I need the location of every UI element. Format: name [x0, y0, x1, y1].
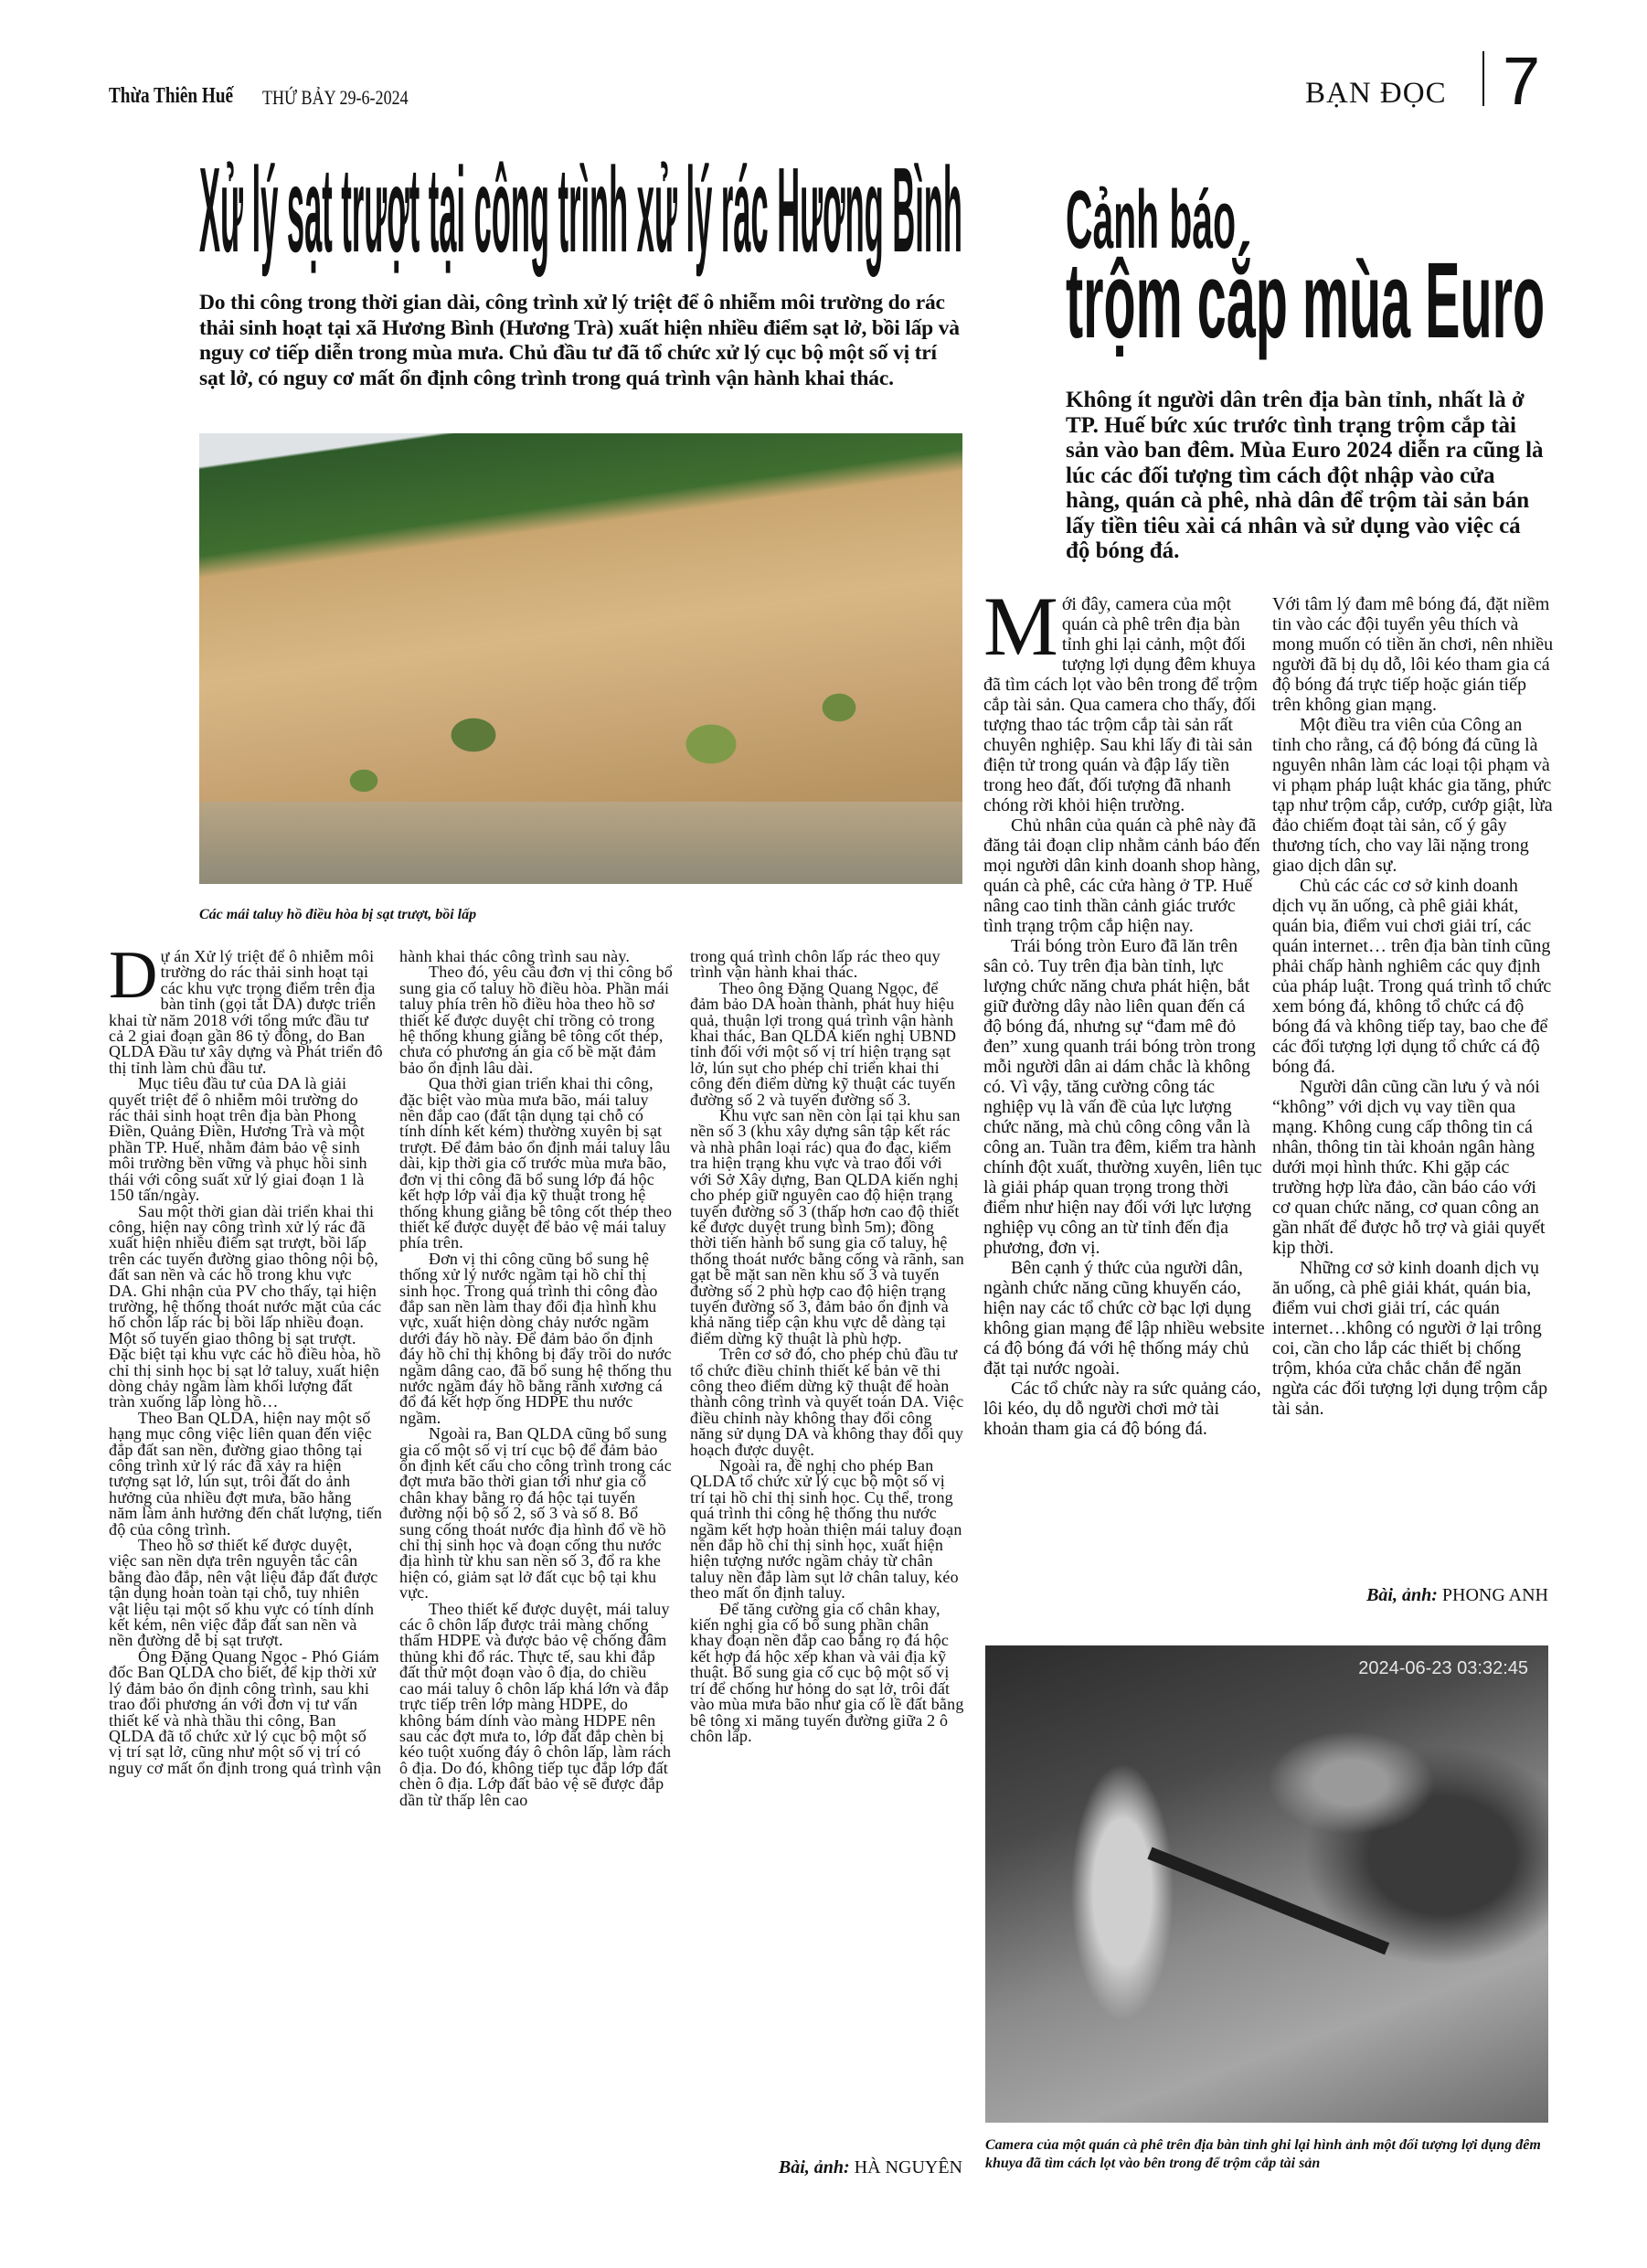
landslide-photo-caption: Các mái taluy hồ điều hòa bị sạt trượt, bồi lấp — [199, 907, 477, 922]
right-article-lead: Không ít người dân trên địa bàn tỉnh, nhất là ở TP. Huế bức xúc trước tình trạng trộm cắp tài sản vào ban đêm. Mùa Euro 2024 diễn ra cũng là lúc các đối tượng tìm cách đột nhập vào cửa hàng, quán cà phê, nhà dân để trộm tài sản bán lấy tiền tiêu xài cá nhân và sử dụng vào việc cá độ bóng đá. — [1066, 388, 1544, 563]
paragraph: Để tăng cường gia cố chân khay, kiến nghị gia cố bổ sung phần chân khay đoạn nền đắp cao bằng rọ đá hộc kết hợp đá hộc xếp khan và vải địa kỹ thuật. Bổ sung gia cố cục bộ một số vị trí để chống hư hỏng do sạt lở, trôi đất vào mùa mưa bão như gia cố lề đất bằng bê tông xi măng tuyến đường giữa 2 ô chôn lấp. — [690, 1599, 964, 1745]
left-article-lead: Do thi công trong thời gian dài, công trình xử lý triệt để ô nhiễm môi trường do rác thải sinh hoạt tại xã Hương Bình (Hương Trà) xuất hiện nhiều điểm sạt lở, bồi lấp và nguy cơ tiếp diễn trong mùa mưa. Chủ đầu tư đã tổ chức xử lý cục bộ một số vị trí sạt lở, có nguy cơ mất ổn định công trình trong quá trình vận hành khai thác. — [199, 291, 960, 390]
cctv-timestamp: 2024-06-23 03:32:45 — [1358, 1658, 1528, 1678]
page-number: 7 — [1503, 43, 1541, 119]
paragraph: Với tâm lý đam mê bóng đá, đặt niềm tin vào các đội tuyển yêu thích và mong muốn có tiền ăn chơi, nên nhiều người đã bị dụ dỗ, lôi kéo tham gia cá độ bóng đá trực tiếp hoặc gián tiếp trên không gian mạng. — [1272, 594, 1554, 715]
right-article-column-1 — [983, 580, 1265, 1439]
newspaper-masthead: Thừa Thiên Huế — [109, 84, 234, 108]
left-article-column-3 — [690, 949, 964, 1744]
header-divider — [1482, 51, 1484, 106]
paragraph: Theo đó, yêu cầu đơn vị thi công bổ sung gia cố taluy hồ điều hòa. Phần mái taluy phía trên hồ điều hòa theo hồ sơ thiết kế được duyệt chỉ trồng cỏ trong hệ thống khung giằng bê tông cốt thép, chưa có phương án gia cố bề mặt đảm bảo ổn định lâu dài. — [399, 963, 673, 1077]
drop-cap: D — [109, 938, 158, 1013]
paragraph: Trái bóng tròn Euro đã lăn trên sân cỏ. Tuy trên địa bàn tỉnh, lực lượng chức năng chưa phát hiện, bắt giữ đường dây nào liên quan đến cá độ bóng đá, nhưng sự “đam mê đỏ đen” xung quanh trái bóng tròn trong mỗi người dân ai dám chắc là không có. Vì vậy, tăng cường công tác nghiệp vụ là vấn đề của lực lượng chức năng, mà chủ công công vẫn là công an. Tuần tra đêm, kiểm tra hành chính đột xuất, thường xuyên, liên tục là giải pháp quan trọng trong thời điểm như hiện nay đối với lực lượng nghiệp vụ công an từ tỉnh đến địa phương, đơn vị. — [983, 936, 1262, 1258]
paragraph: Trên cơ sở đó, cho phép chủ đầu tư tổ chức điều chỉnh thiết kế bản vẽ thi công theo điểm dừng kỹ thuật để hoàn thành công trình và quyết toán DA. Việc điều chỉnh này không thay đổi công năng sử dụng DA và không thay đổi quy hoạch được duyệt. — [690, 1345, 964, 1459]
paragraph: Chủ nhân của quán cà phê này đã đăng tải đoạn clip nhằm cảnh báo đến mọi người dân kinh doanh shop hàng, quán cà phê, các cửa hàng ở TP. Huế nâng cao tinh thần cảnh giác trước tình trạng trộm cắp hiện nay. — [983, 815, 1261, 936]
paragraph: Một điều tra viên của Công an tỉnh cho rằng, cá độ bóng đá cũng là nguyên nhân làm các loại tội phạm và vi phạm pháp luật khác gia tăng, phức tạp như trộm cắp, cướp, cướp giật, lừa đảo chiếm đoạt tài sản, cố ý gây thương tích, cho vay lãi nặng trong giao dịch dân sự. — [1272, 715, 1553, 876]
section-name: BẠN ĐỌC — [1305, 77, 1447, 110]
paragraph: Mới đây, camera của một quán cà phê trên địa bàn tỉnh ghi lại cảnh, một đối tượng lợi dụng đêm khuya đã tìm cách lọt vào bên trong để trộm cắp tài sản. Qua camera cho thấy, đối tượng thao tác trộm cắp tài sản rất chuyên nghiệp. Sau khi lấy đi tài sản điện tử trong quán và đập lấy tiền trong heo đất, đối tượng đã nhanh chóng rời khỏi hiện trường. — [983, 580, 1258, 815]
right-article-column-2 — [1272, 594, 1554, 1419]
paragraph: Mục tiêu đầu tư của DA là giải quyết triệt để ô nhiễm môi trường do rác thải sinh hoạt trên địa bàn Phong Điền, Quảng Điền, Hương Trà và một phần TP. Huế, nhằm đảm bảo vệ sinh môi trường bền vững và phục hồi sinh thái với công suất xử lý giai đoạn 1 là 150 tấn/ngày. — [109, 1074, 367, 1205]
paragraph: Theo ông Đặng Quang Ngọc, để đảm bảo DA hoàn thành, phát huy hiệu quả, thuận lợi trong quá trình vận hành khai thác, Ban QLDA kiến nghị UBND tỉnh đối với một số vị trí hiện trạng sạt lở, lún sụt cho phép chỉ triển khai thi công đến điểm dừng kỹ thuật các tuyến đường số 2 và tuyến đường số 3. — [690, 978, 957, 1109]
paragraph: Khu vực san nền còn lại tại khu san nền số 3 (khu xây dựng sân tập kết rác và nhà phân loại rác) qua đo đạc, kiểm tra hiện trạng khu vực và trao đổi với với Sở Xây dựng, Ban QLDA kiến nghị cho phép giữ nguyên cao độ hiện trạng tuyến đường số 3 (thấp hơn cao độ thiết kế được duyệt trung bình 5m); đồng thời tiến hành bổ sung gia cố taluy, hệ thống thoát nước bằng cống và rãnh, san gạt bề mặt san nền khu số 3 và tuyến đường số 2 phù hợp cao độ hiện trạng tuyến đường số 3, đảm bảo ổn định và khả năng tiếp cận khu vực dễ dàng tại điểm dừng kỹ thuật là phù hợp. — [690, 1106, 965, 1347]
photo-counter-shape — [1147, 1847, 1389, 1955]
left-article-column-2 — [399, 949, 674, 1808]
paragraph: Theo thiết kế được duyệt, mái taluy các ô chôn lấp được trải màng chống thấm HDPE và được bảo vệ chống đâm thủng khi đổ rác. Thực tế, sau khi đắp đất thử một đoạn vào ô địa, do chiều cao mái taluy ô chôn lấp khá lớn và đắp trực tiếp trên lớp màng HDPE, do không bám dính vào màng HDPE nên sau các đợt mưa to, lớp đất đắp chèn bị kéo tuột xuống đáy ô chôn lấp, làm rách ô địa. Do đó, không tiếp tục đắp lớp đất chèn ô địa. Lớp đất bảo vệ sẽ được đắp dần từ thấp lên cao — [399, 1599, 672, 1809]
right-article-headline-line-2: trộm cắp mùa Euro — [1066, 240, 1546, 361]
right-article-headline-line-1: Cảnh báo — [1066, 175, 1237, 266]
paragraph: Bên cạnh ý thức của người dân, ngành chức năng cũng khuyến cáo, hiện nay các tổ chức cờ bạc lợi dụng không gian mạng để lập nhiều website cá độ bóng đá với hệ thống máy chủ đặt tại nước ngoài. — [983, 1258, 1265, 1379]
drop-cap: M — [983, 580, 1058, 673]
photo-water-area — [199, 802, 962, 884]
left-article-column-1 — [109, 938, 383, 1777]
left-article-headline: Xử lý sạt trượt tại công trình xử lý rác Hương Bình — [199, 143, 962, 277]
paragraph: Qua thời gian triển khai thi công, đặc biệt vào mùa mưa bão, mái taluy nền đắp cao (đất tận dụng tại chỗ có tính dính kết kém) thường xuyên bị sạt trượt. Để đảm bảo ổn định mái taluy lâu dài, kịp thời gia cố trước mùa mưa bão, đơn vị thi công đã bổ sung lớp đá hộc kết hợp lớp vải địa kỹ thuật trong hệ thống khung giằng bê tông cốt thép theo thiết kế được duyệt để bảo vệ mái taluy phía trên. — [399, 1074, 673, 1252]
paragraph: Người dân cũng cần lưu ý và nói “không” với dịch vụ vay tiền qua mạng. Không cung cấp thông tin cá nhân, thông tin tài khoản ngân hàng dưới mọi hình thức. Khi gặp các trường hợp lừa đảo, cần báo cáo với cơ quan chức năng, cơ quan công an gần nhất để được hỗ trợ và giải quyết kịp thời. — [1272, 1077, 1546, 1258]
paragraph: Những cơ sở kinh doanh dịch vụ ăn uống, cà phê giải khát, quán bia, điểm vui chơi giải trí, các quán internet…không có người ở lại trông coi, cần cho lắp các thiết bị chống trộm, khóa cửa chắc chắn để ngăn ngừa các đối tượng lợi dụng trộm cắp tài sản. — [1272, 1258, 1548, 1419]
paragraph: Theo hồ sơ thiết kế được duyệt, việc san nền dựa trên nguyên tắc cân bằng đào đắp, nên vật liệu đắp đất được tận dụng hoàn toàn tại chỗ, tuy nhiên vật liệu tại một số khu vực có tính dính kết kém, nên việc đắp đất san nền và nền đường dễ bị sạt trượt. — [109, 1536, 378, 1650]
paragraph: Chủ các các cơ sở kinh doanh dịch vụ ăn uống, cà phê giải khát, quán bia, điểm vui chơi giải trí, các quán internet… trên địa bàn tỉnh cũng phải chấp hành nghiêm các quy định của pháp luật. Trong quá trình tổ chức xem bóng đá, không tổ chức cá độ bóng đá và không tiếp tay, bao che để các đối tượng lợi dụng tổ chức cá độ bóng đá. — [1272, 876, 1552, 1077]
paragraph: Ông Đặng Quang Ngọc - Phó Giám đốc Ban QLDA cho biết, để kịp thời xử lý đảm bảo ổn định công trình, sau khi trao đổi phương án với đơn vị tư vấn thiết kế và nhà thầu thi công, Ban QLDA đã tổ chức xử lý cục bộ một số vị trí sạt lở, cũng như một số vị trí có nguy cơ mất ổn định trong quá trình vận — [109, 1646, 382, 1777]
paragraph: hành khai thác công trình sau này. — [399, 947, 631, 965]
right-article-byline: Bài, ảnh: PHONG ANH — [1366, 1585, 1548, 1605]
paragraph: Theo Ban QLDA, hiện nay một số hạng mục công việc liên quan đến việc đắp đất san nền, đường giao thông tại công trình xử lý rác đã xảy ra hiện tượng sạt lở, lún sụt, trôi đất do ảnh hưởng của nhiều đợt mưa, bão hằng năm làm ảnh hưởng đến chất lượng, tiến độ của công trình. — [109, 1408, 383, 1539]
paragraph: Các tổ chức này ra sức quảng cáo, lôi kéo, dụ dỗ người chơi mở tài khoản tham gia cá độ bóng đá. — [983, 1379, 1261, 1439]
paragraph: Ngoài ra, Ban QLDA cũng bổ sung gia cố một số vị trí cục bộ để đảm bảo ổn định kết cấu cho công trình trong các đợt mưa bão thời gian tới như gia cố chân khay bằng rọ đá hộc tại tuyến đường nội bộ số 2, số 3 và số 8. Bổ sung cống thoát nước địa hình đổ về hồ chỉ thị sinh học và đoạn cống thu nước địa hình từ khu san nền số 3, đổ ra khe hiện có, giảm sạt lở đất cục bộ tại khu vực. — [399, 1424, 672, 1603]
paragraph: Dự án Xử lý triệt để ô nhiễm môi trường do rác thải sinh hoạt tại các khu vực trọng điểm trên địa bàn tỉnh (gọi tắt DA) được triển khai từ năm 2018 với tổng mức đầu tư cả 2 giai đoạn gần 86 tỷ đồng, do Ban QLDA Đầu tư xây dựng và Phát triển đô thị tỉnh làm chủ đầu tư. — [109, 938, 383, 1077]
paragraph: Đơn vị thi công cũng bổ sung hệ thống xử lý nước ngầm tại hồ chỉ thị sinh học. Trong quá trình thi công đào đắp san nền làm thay đổi địa hình khu vực, xuất hiện dòng chảy nước ngầm dưới đáy hồ này. Để đảm bảo ổn định đáy hồ chỉ thị không bị đẩy trồi do nước ngầm dâng cao, đã bổ sung hệ thống thu nước ngầm đáy hồ bằng rãnh xương cá đổ đá kết hợp ống HDPE thu nước ngầm. — [399, 1249, 673, 1427]
cctv-photo — [985, 1645, 1548, 2123]
paragraph: trong quá trình chôn lấp rác theo quy trình vận hành khai thác. — [690, 947, 940, 982]
left-article-byline: Bài, ảnh: HÀ NGUYÊN — [778, 2157, 962, 2177]
landslide-photo — [199, 433, 962, 884]
cctv-photo-caption: Camera của một quán cà phê trên địa bàn tỉnh ghi lại hình ảnh một đối tượng lợi dụng đêm khuya đã tìm cách lọt vào bên trong để trộm cắp tài sản — [985, 2137, 1541, 2171]
paragraph: Sau một thời gian dài triển khai thi công, hiện nay công trình xử lý rác đã xuất hiện nhiều điểm sạt trượt, bồi lấp trên các tuyến đường giao thông nội bộ, đất san nền và các hồ trong khu vực DA. Ghi nhận của PV cho thấy, tại hiện trường, hệ thống thoát nước mặt của các hố chôn lấp rác bị bồi lấp nhiều đoạn. Một số tuyến giao thông bị sạt trượt. Đặc biệt tại khu vực các hồ điều hòa, hồ chỉ thị sinh học bị sạt lở taluy, xuất hiện dòng chảy ngầm làm khối lượng đất tràn xuống lấp lòng hồ… — [109, 1201, 382, 1411]
paragraph: Ngoài ra, đề nghị cho phép Ban QLDA tổ chức xử lý cục bộ một số vị trí tại hồ chỉ thị sinh học. Cụ thể, trong quá trình thi công hệ thống thu nước ngầm kết hợp hoàn thiện mái taluy đoạn nền đắp hồ chỉ thị sinh học, xuất hiện hiện tượng nước ngầm chảy từ chân taluy nền đắp làm sụt lở chân taluy, kéo theo mất ổn định taluy. — [690, 1456, 962, 1603]
issue-date: THỨ BẢY 29-6-2024 — [262, 86, 409, 109]
